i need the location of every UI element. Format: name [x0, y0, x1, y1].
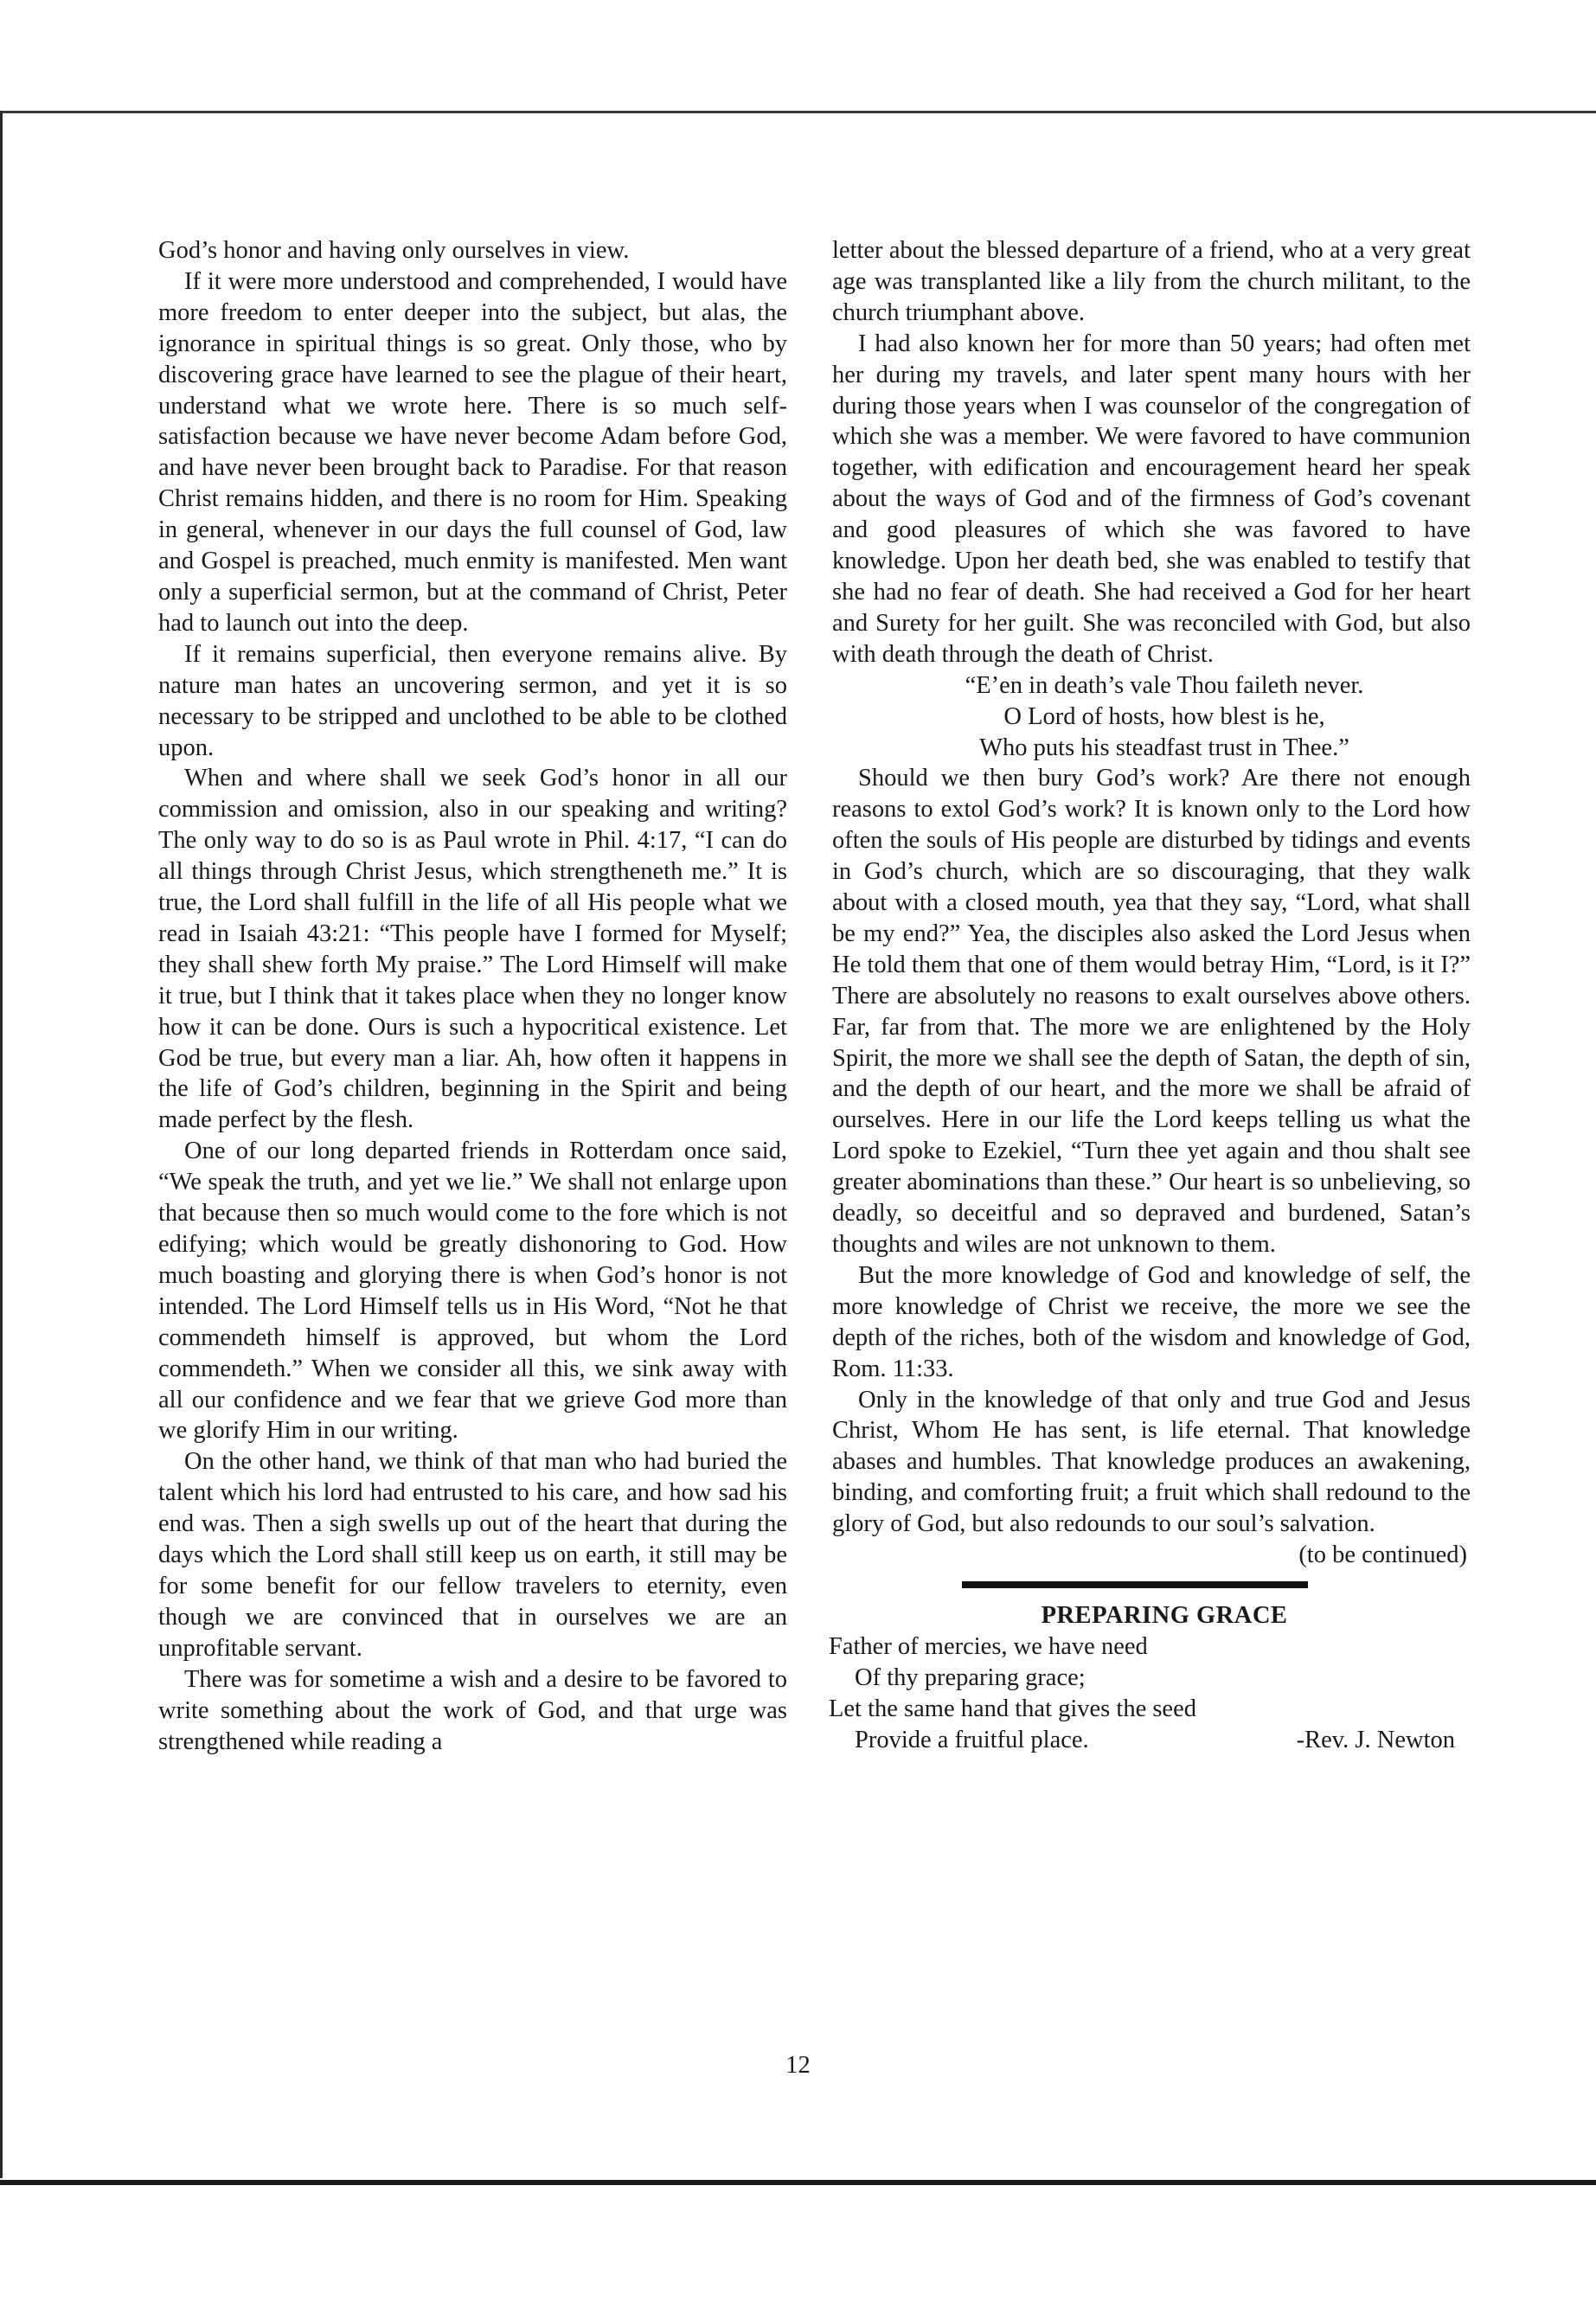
- poem-line: Father of mercies, we have need: [829, 1632, 1148, 1660]
- poem: [829, 1631, 1471, 1756]
- poem-line: Let the same hand that gives the seed: [829, 1695, 1196, 1722]
- poem-line: Provide a fruitful place.: [855, 1726, 1089, 1753]
- paragraph: God’s honor and having only ourselves in view.: [158, 237, 630, 264]
- poem-last-line-row: [829, 1725, 1471, 1756]
- paragraph: If it were more understood and comprehended, I would have more freedom to enter deeper into the subject, but alas, the ignorance in spiritual things is so great. Only those, who by discovering grace have learned to see the plague of their heart, understand what we wrote here. There is so much self-satisfaction because we have never become Adam before God, and have never been brought back to Paradise. For that reason Christ remains hidden, and there is no room for Him. Speaking in general, whenever in our days the full counsel of God, law and Gospel is preached, much enmity is manifested. Men want only a superficial sermon, but at the command of Christ, Peter had to launch out into the deep.: [158, 267, 787, 637]
- page-number: 12: [785, 2052, 811, 2079]
- paragraph: There was for sometime a wish and a desire to be favored to write something about the work of God, and that urge was strengthened while reading a: [158, 1665, 787, 1755]
- continued-note: (to be continued): [1298, 1541, 1467, 1569]
- paragraph: One of our long departed friends in Rotterdam once said, “We speak the truth, and yet we lie.” We shall not enlarge upon that because then so much would come to the fore which is not edifying; which would be greatly dishonoring to God. How much boasting and glorying there is when God’s honor is not intended. The Lord Himself tells us in His Word, “Not he that commendeth himself is approved, but whom the Lord commendeth.” When we consider all this, we sink away with all our confidence and we fear that we grieve God more than we glorify Him in our writing.: [158, 1138, 787, 1445]
- left-column: [158, 235, 787, 1757]
- paragraph: letter about the blessed departure of a friend, who at a very great age was transplanted like a lily from the church militant, to the church triumphant above.: [832, 237, 1471, 326]
- paragraph: Only in the knowledge of that only and true God and Jesus Christ, Whom He has sent, is life eternal. That knowledge abases and humbles. That knowledge produces an awakening, binding, and comforting fruit; a fruit which shall redound to the glory of God, but also redounds to our soul’s salvation.: [832, 1386, 1471, 1538]
- scan-edge-top: [0, 111, 1596, 113]
- verse-line: Who puts his steadfast trust in Thee.”: [979, 734, 1349, 761]
- verse-line: O Lord of hosts, how blest is he,: [1003, 702, 1325, 730]
- poem-title: PREPARING GRACE: [1041, 1601, 1288, 1629]
- paragraph: Should we then bury God’s work? Are there not enough reasons to extol God’s work? It is known only to the Lord how often the souls of His people are disturbed by tidings and events in God’s church, which are so discouraging, that they walk about with a closed mouth, yea that they say, “Lord, what shall be my end?” Yea, the disciples also asked the Lord Jesus when He told them that one of them would betray Him, “Lord, is it I?” There are absolutely no reasons to exalt ourselves above others. Far, far from that. The more we are enlightened by the Holy Spirit, the more we shall see the depth of Satan, the depth of sin, and the depth of our heart, and the more we shall be afraid of ourselves. Here in our life the Lord keeps telling us what the Lord spoke to Ezekiel, “Turn thee yet again and thou shalt see greater abominations than these.” Our heart is so unbelieving, so deadly, so deceitful and so depraved and burdened, Satan’s thoughts and wiles are not unknown to them.: [832, 765, 1471, 1258]
- paragraph: If it remains superficial, then everyone remains alive. By nature man hates an uncovering sermon, and yet it is so necessary to be stripped and unclothed to be able to be clothed upon.: [158, 640, 787, 761]
- right-column: [829, 235, 1471, 1756]
- scan-edge-bottom: [0, 2180, 1596, 2185]
- paragraph: On the other hand, we think of that man who had buried the talent which his lord had entrusted to his care, and how sad his end was. Then a sigh swells up out of the heart that during the days which the Lord shall still keep us on earth, it still may be for some benefit for our fellow travelers to eternity, even though we are convinced that in ourselves we are an unprofitable servant.: [158, 1448, 787, 1662]
- paragraph: I had also known her for more than 50 years; had often met her during my travels, and later spent many hours with her during those years when I was counselor of the congregation of which she was a member. We were favored to have communion together, with edification and encouragement heard her speak about the ways of God and of the firmness of God’s covenant and good pleasures of which she was favored to have knowledge. Upon her death bed, she was enabled to testify that she had no fear of death. She had received a God for her heart and Surety for her guilt. She was reconciled with God, but also with death through the death of Christ.: [832, 330, 1471, 668]
- poem-line: Of thy preparing grace;: [855, 1663, 1086, 1691]
- section-divider: [962, 1581, 1308, 1588]
- verse-line: “E’en in death’s vale Thou faileth never.: [965, 671, 1364, 699]
- poem-attribution: -Rev. J. Newton: [1296, 1726, 1455, 1753]
- scan-edge-left: [0, 111, 3, 2178]
- paragraph: When and where shall we seek God’s honor in all our commission and omission, also in our speaking and writing? The only way to do so is as Paul wrote in Phil. 4:17, “I can do all things through Christ Jesus, which strengtheneth me.” It is true, the Lord shall fulfill in the life of all His people what we read in Isaiah 43:21: “This people have I formed for Myself; they shall shew forth My praise.” The Lord Himself will make it true, but I think that it takes place when they no longer know how it can be done. Ours is such a hypocritical existence. Let God be true, but every man a liar. Ah, how often it happens in the life of God’s children, beginning in the Spirit and being made perfect by the flesh.: [158, 765, 787, 1134]
- paragraph: But the more knowledge of God and knowledge of self, the more knowledge of Christ we receive, the more we see the depth of the riches, both of the wisdom and knowledge of God, Rom. 11:33.: [832, 1261, 1471, 1382]
